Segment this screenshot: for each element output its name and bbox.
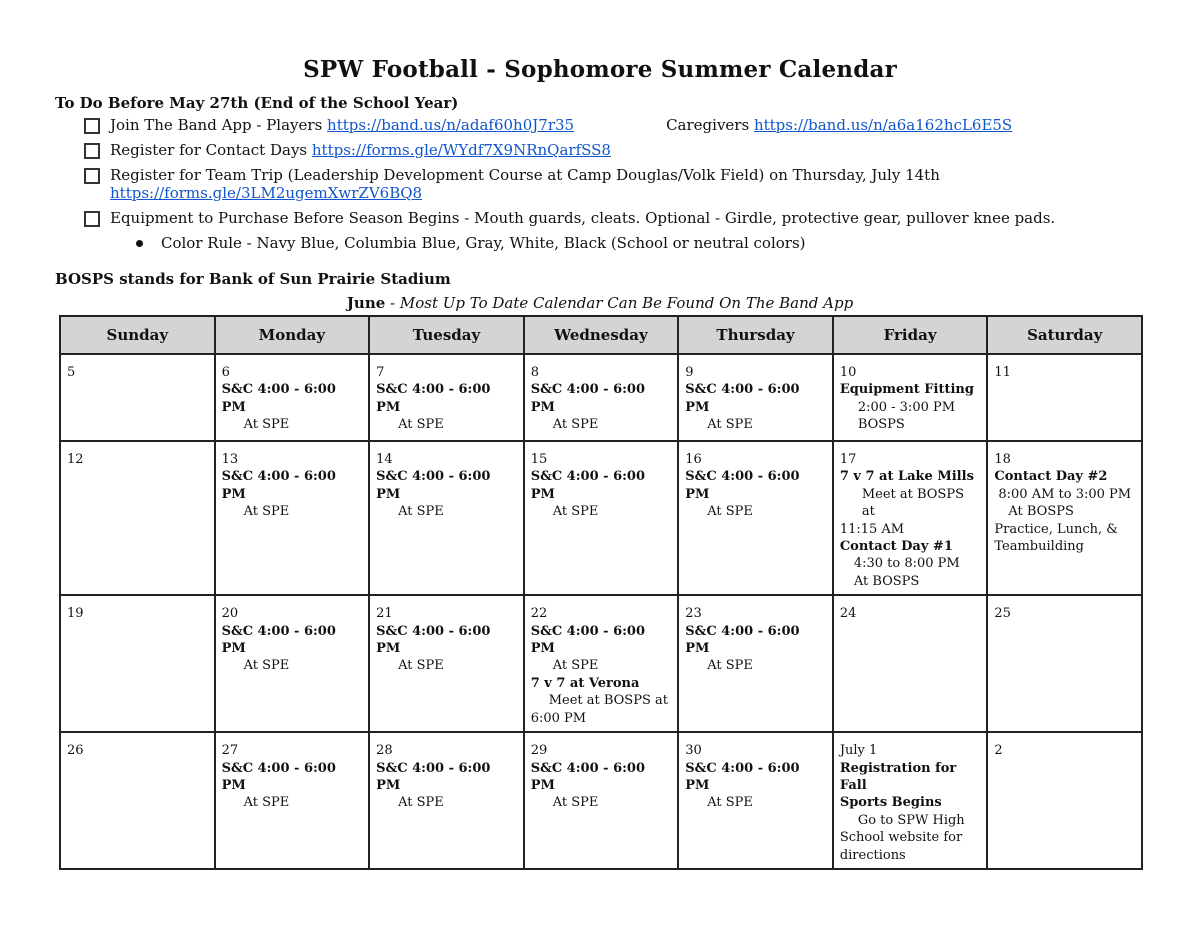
contact-day-1-event: Contact Day #1 (839, 539, 953, 555)
calendar-cell (215, 441, 370, 595)
sc-event: S&C 4:00 - 6:00 PM (376, 469, 491, 502)
todo-item-equipment (84, 209, 1144, 227)
sc-event: S&C 4:00 - 6:00 PM (221, 760, 336, 793)
calendar-cell (369, 354, 524, 441)
checkbox-icon[interactable] (84, 143, 100, 159)
bosps-note: BOSPS stands for Bank of Sun Prairie Stadium (55, 270, 451, 288)
day-number: 26 (67, 743, 84, 759)
sc-location: At SPE (243, 658, 290, 674)
sc-event: S&C 4:00 - 6:00 PM (685, 760, 800, 793)
day-number: 23 (685, 606, 702, 622)
todo-heading: To Do Before May 27th (End of the School Year) (55, 94, 459, 112)
calendar-cell (987, 732, 1142, 869)
month-note: - Most Up To Date Calendar Can Be Found On The Band App (385, 294, 854, 312)
sc-event: S&C 4:00 - 6:00 PM (685, 382, 800, 415)
sc-event: S&C 4:00 - 6:00 PM (376, 760, 491, 793)
event-place: BOSPS (857, 417, 905, 433)
sc-location: At SPE (398, 795, 444, 811)
day-number: 6 (221, 365, 230, 380)
event-detail: Practice, Lunch, & (994, 521, 1118, 537)
day-number: July 1 (839, 743, 878, 759)
event-detail: Meet at BOSPS at (861, 486, 964, 520)
sc-location: At SPE (398, 504, 444, 520)
sc-location: At SPE (552, 504, 599, 520)
sc-location: At SPE (707, 795, 753, 811)
day-header: Thursday (678, 316, 833, 354)
todo-item-team-trip (84, 166, 1144, 202)
todo-item-contact-days (84, 141, 1144, 159)
day-header: Wednesday (524, 316, 679, 354)
calendar-cell (833, 354, 988, 441)
event-detail: School website for (839, 830, 963, 846)
calendar-cell (833, 732, 988, 869)
sc-event: S&C 4:00 - 6:00 PM (221, 469, 336, 502)
checkbox-icon[interactable] (84, 118, 100, 134)
calendar-cell (833, 595, 988, 732)
sc-event: S&C 4:00 - 6:00 PM (530, 623, 646, 657)
day-number: 18 (994, 452, 1011, 467)
equipment-fitting-event: Equipment Fitting (839, 382, 974, 398)
sc-event: S&C 4:00 - 6:00 PM (685, 469, 800, 502)
day-number: 15 (530, 452, 548, 467)
day-number: 13 (221, 452, 239, 467)
day-number: 17 (839, 452, 857, 467)
sc-location: At SPE (243, 504, 290, 520)
event-detail: Teambuilding (994, 539, 1084, 555)
calendar-week-row (60, 732, 1142, 869)
calendar-cell (60, 595, 215, 732)
sc-event: S&C 4:00 - 6:00 PM (530, 469, 646, 502)
calendar-cell (678, 354, 833, 441)
page-title: SPW Football - Sophomore Summer Calendar (303, 56, 897, 83)
calendar-cell (60, 732, 215, 869)
day-number: 21 (376, 606, 393, 622)
day-header: Tuesday (369, 316, 524, 354)
day-number: 12 (67, 452, 84, 467)
calendar-cell (369, 595, 524, 732)
verona-event: 7 v 7 at Verona (530, 675, 640, 691)
event-detail: 6:00 PM (530, 710, 587, 726)
sc-event: S&C 4:00 - 6:00 PM (221, 623, 336, 657)
calendar-cell (678, 595, 833, 732)
day-header: Saturday (987, 316, 1142, 354)
day-number: 14 (376, 452, 393, 467)
day-number: 5 (67, 365, 76, 380)
calendar-week-row (60, 354, 1142, 441)
month-label: June (346, 294, 386, 312)
sc-event: S&C 4:00 - 6:00 PM (376, 382, 491, 415)
day-number: 20 (221, 606, 239, 622)
todo-text-caregivers: Caregivers (666, 116, 754, 134)
day-header: Sunday (60, 316, 215, 354)
calendar-cell (524, 595, 679, 732)
sc-location: At SPE (707, 658, 753, 674)
todo-item-band-app (84, 116, 1144, 134)
calendar-cell (215, 354, 370, 441)
sc-event: S&C 4:00 - 6:00 PM (530, 382, 646, 415)
team-trip-link[interactable]: https://forms.gle/3LM2ugemXwrZV6BQ8 (110, 184, 423, 202)
calendar-cell (60, 354, 215, 441)
contact-day-2-event: Contact Day #2 (994, 469, 1108, 485)
color-rule-item (136, 234, 1144, 252)
calendar-table (59, 315, 1143, 870)
day-number: 30 (685, 743, 702, 759)
day-number: 7 (376, 365, 385, 380)
day-number: 11 (994, 365, 1011, 380)
calendar-week-row (60, 595, 1142, 732)
calendar-cell (833, 441, 988, 595)
day-number: 19 (67, 606, 84, 622)
calendar-cell (369, 441, 524, 595)
todo-text: Register for Team Trip (Leadership Development Course at Camp Douglas/Volk Field) on Thursday, July 14th (110, 166, 940, 184)
calendar-cell (987, 441, 1142, 595)
sc-location: At SPE (243, 417, 290, 433)
todo-text: Join The Band App - Players (110, 116, 328, 134)
calendar-cell (215, 595, 370, 732)
calendar-cell (987, 354, 1142, 441)
sc-event: S&C 4:00 - 6:00 PM (530, 760, 646, 793)
sc-location: At SPE (398, 658, 444, 674)
calendar-cell (678, 732, 833, 869)
day-number: 27 (221, 743, 239, 759)
event-time: 4:30 to 8:00 PM (853, 556, 960, 572)
bullet-icon (136, 240, 143, 247)
day-number: 10 (839, 365, 857, 380)
event-detail: 11:15 AM (839, 521, 905, 537)
todo-text: Register for Contact Days (110, 141, 312, 159)
day-header: Monday (215, 316, 370, 354)
event-time: 8:00 AM to 3:00 PM (998, 486, 1132, 502)
day-number: 8 (530, 365, 539, 380)
day-number: 9 (685, 365, 694, 380)
calendar-cell (369, 732, 524, 869)
calendar-cell (678, 441, 833, 595)
checkbox-icon[interactable] (84, 211, 100, 227)
sc-event: S&C 4:00 - 6:00 PM (685, 623, 800, 657)
sc-location: At SPE (398, 417, 444, 433)
day-number: 16 (685, 452, 702, 467)
calendar-cell (524, 732, 679, 869)
day-number: 24 (839, 606, 857, 622)
band-players-link[interactable]: https://band.us/n/adaf60h0J7r35 (327, 116, 575, 134)
calendar-week-row (60, 441, 1142, 595)
registration-event: Registration for Fall (839, 760, 957, 793)
event-place: At BOSPS (1008, 504, 1074, 520)
band-caregivers-link[interactable]: https://band.us/n/a6a162hcL6E5S (753, 116, 1013, 134)
sc-event: S&C 4:00 - 6:00 PM (376, 623, 491, 657)
color-rule-text: Color Rule - Navy Blue, Columbia Blue, Gray, White, Black (School or neutral colors) (161, 234, 806, 252)
calendar-cell (524, 441, 679, 595)
sc-location: At SPE (707, 504, 753, 520)
day-number: 2 (994, 743, 1003, 759)
sc-location: At SPE (552, 658, 599, 674)
lake-mills-event: 7 v 7 at Lake Mills (839, 469, 974, 485)
day-number: 29 (530, 743, 548, 759)
sc-location: At SPE (552, 795, 599, 811)
sc-event: S&C 4:00 - 6:00 PM (221, 382, 336, 415)
registration-event-cont: Sports Begins (839, 795, 942, 811)
calendar-cell (524, 354, 679, 441)
day-number: 25 (994, 606, 1011, 622)
day-number: 28 (376, 743, 393, 759)
sc-location: At SPE (243, 795, 290, 811)
calendar-header-row (60, 316, 1142, 354)
contact-days-link[interactable]: https://forms.gle/WYdf7X9NRnQarfSS8 (311, 141, 611, 159)
sc-location: At SPE (552, 417, 599, 433)
checkbox-icon[interactable] (84, 168, 100, 184)
event-detail: Go to SPW High (857, 812, 965, 828)
todo-list (84, 116, 1144, 252)
event-place: At BOSPS (853, 573, 920, 589)
day-number: 22 (530, 606, 548, 622)
event-time: 2:00 - 3:00 PM (857, 399, 956, 415)
calendar-cell (60, 441, 215, 595)
todo-text: Equipment to Purchase Before Season Begins - Mouth guards, cleats. Optional - Girdle, protective gear, pullover knee pads. (110, 209, 1056, 227)
event-detail: Meet at BOSPS at (548, 693, 668, 709)
event-detail: directions (839, 847, 906, 863)
calendar-cell (987, 595, 1142, 732)
calendar-caption (0, 294, 1200, 312)
day-header: Friday (833, 316, 988, 354)
calendar-cell (215, 732, 370, 869)
sc-location: At SPE (707, 417, 753, 433)
